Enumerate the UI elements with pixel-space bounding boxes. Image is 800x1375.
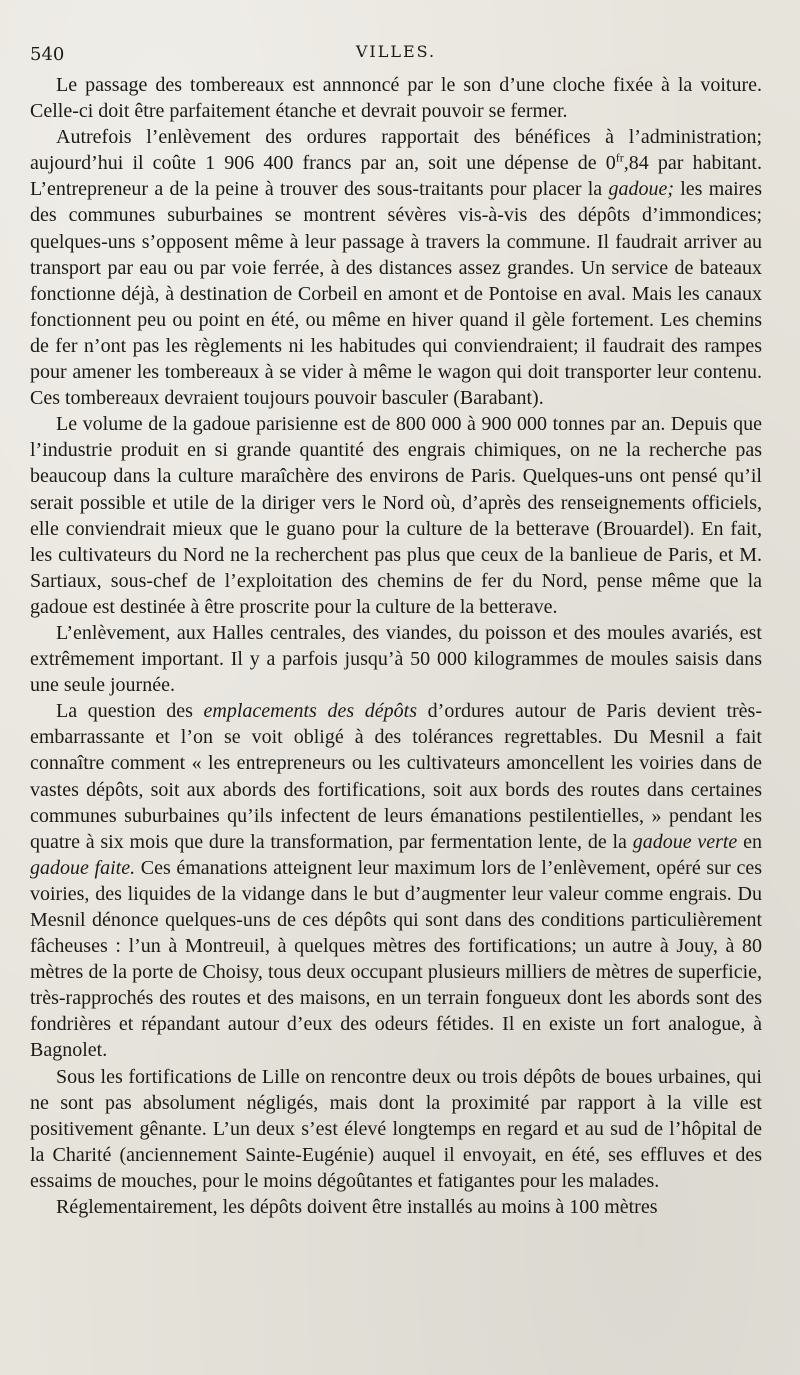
page-header <box>30 38 762 68</box>
paragraph <box>30 698 762 1063</box>
paragraph <box>30 1194 762 1220</box>
text-segment: ,84 par habitant. L’entrepreneur a de la peine à trouver des sous-traitants pour placer la <box>30 152 762 201</box>
text-segment: Autrefois l’enlèvement des ordures rapportait des bénéfices à l’administration; aujourd’hui il coûte 1 906 400 francs par an, soit une dépense de 0 <box>30 126 762 175</box>
text-segment: en <box>737 830 762 853</box>
italic-text: emplacements des dépôts <box>203 700 418 723</box>
paragraph <box>30 72 762 124</box>
text-segment: La question des <box>56 700 204 723</box>
running-title: VILLES. <box>355 42 437 61</box>
italic-text: gadoue faite. <box>30 856 136 879</box>
italic-text: gadoue; <box>608 178 674 201</box>
superscript-text: fr <box>615 150 624 165</box>
text-segment: L’enlèvement, aux Halles centrales, des viandes, du poisson et des moules avariés, est extrêmement important. Il y a parfois jusqu’à 50 000 kilogrammes de moules saisis dans une seule journée. <box>30 621 762 697</box>
paragraph <box>30 411 762 620</box>
text-segment: Le volume de la gadoue parisienne est de 800 000 à 900 000 tonnes par an. Depuis que l’industrie produit en si grande quantité des engrais chimiques, on ne la recherche pas beaucoup dans la culture maraîchère des environs de Paris. Quelques-uns ont pensé qu’il serait possible et utile de la diriger vers le Nord où, d’après des renseignements officiels, elle conviendrait mieux que le guano pour la culture de la betterave (Brouardel). En fait, les cultivateurs du Nord ne la recherchent pas plus que ceux de la banlieue de Paris, et M. Sartiaux, sous-chef de l’exploitation des chemins de fer du Nord, pense même que la gadoue est destinée à être proscrite pour la culture de la betterave. <box>30 413 762 618</box>
text-segment: Le passage des tombereaux est annnoncé par le son d’une cloche fixée à la voiture. Celle-ci doit être parfaitement étanche et devrait pouvoir se fermer. <box>30 74 762 123</box>
text-segment: Réglementairement, les dépôts doivent être installés au moins à 100 mètres <box>56 1196 658 1219</box>
italic-text: gadoue verte <box>632 830 738 853</box>
paragraph <box>30 1064 762 1194</box>
body-text <box>30 72 762 1220</box>
paragraph <box>30 124 762 411</box>
text-segment: Ces émanations atteignent leur maximum lors de l’enlèvement, opéré sur ces voiries, des liquides de la vidange dans le but d’augmenter leur valeur comme engrais. Du Mesnil dénonce quelques-uns de ces dépôts qui sont dans des conditions particulièrement fâcheuses : l’un à Montreuil, à quelques mètres des fortifications; un autre à Jouy, à 80 mètres de la porte de Choisy, tous deux occupant plusieurs milliers de mètres de superficie, très-rapprochés des routes et des maisons, en un terrain fongueux dont les abords sont des fondrières et répandant autour d’eux des odeurs fétides. Il en existe un fort analogue, à Bagnolet. <box>30 856 762 1062</box>
text-segment: les maires des communes suburbaines se montrent sévères vis-à-vis des dépôts d’immondices; quelques-uns s’opposent même à leur passage à travers la commune. Il faudrait arriver au transport par eau ou par voie ferrée, à des distances assez grandes. Un service de bateaux fonctionne déjà, à destination de Corbeil en amont et de Pontoise en aval. Mais les canaux fonctionnent peu ou point en été, ou même en hiver quand il gèle fortement. Les chemins de fer n’ont pas les règlements ni les habitudes qui conviendraient; il faudrait des rampes pour amener les tombereaux à se vider à même le wagon qui doit transporter leur contenu. Ces tombereaux devraient toujours pouvoir basculer (Barabant). <box>30 178 763 410</box>
text-segment: Sous les fortifications de Lille on rencontre deux ou trois dépôts de boues urbaines, qui ne sont pas absolument négligés, mais dont la proximité par rapport à la ville est positivement gênante. L’un deux s’est élevé longtemps en regard et au sud de l’hôpital de la Charité (anciennement Sainte-Eugénie) auquel il envoyait, en été, ses effluves et des essaims de mouches, pour le moins dégoûtantes et fatigantes pour les malades. <box>30 1065 762 1192</box>
page-number: 540 <box>30 44 65 65</box>
text-segment: d’ordures autour de Paris devient très-embarrassante et l’on se voit obligé à des tolérances regrettables. Du Mesnil a fait connaître comment « les entrepreneurs ou les cultivateurs amoncellent les voiries dans de vastes dépôts, soit aux abords des fortifications, soit aux bords des routes dans certaines communes suburbaines qu’ils infectent de leurs émanations pestilentielles, » pendant les quatre à six mois que dure la transformation, par fermentation lente, de la <box>30 700 763 853</box>
paragraph <box>30 620 762 698</box>
